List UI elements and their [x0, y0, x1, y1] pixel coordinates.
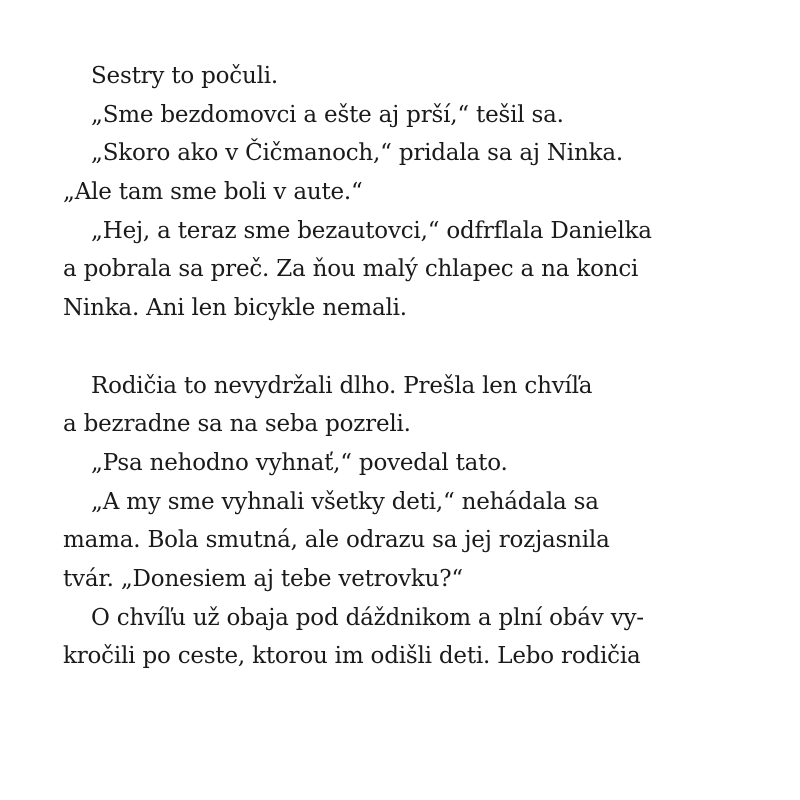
text-line: „Psa nehodno vyhnať,“ povedal tato. — [91, 449, 508, 476]
text-line: Ninka. Ani len bicykle nemali. — [63, 295, 407, 322]
text-line: mama. Bola smutná, ale odrazu sa jej rozjasnila — [63, 527, 610, 554]
text-line: O chvíľu už obaja pod dáždnikom a plní obáv vy- — [91, 604, 644, 631]
text-line: tvár. „Donesiem aj tebe vetrovku?“ — [63, 565, 463, 592]
text-line: a pobrala sa preč. Za ňou malý chlapec a na konci — [63, 256, 639, 283]
text-line: „Ale tam sme boli v aute.“ — [63, 179, 363, 206]
paragraph-gap — [63, 328, 743, 367]
text-line: kročili po ceste, ktorou im odišli deti. Lebo rodičia — [63, 643, 641, 670]
text-line: a bezradne sa na seba pozreli. — [63, 411, 411, 438]
text-line: „A my sme vyhnali všetky deti,“ nehádala sa — [91, 488, 599, 515]
text-line: „Hej, a teraz sme bezautovci,“ odfrflala Danielka — [91, 217, 652, 244]
text-line: Rodičia to nevydržali dlho. Prešla len chvíľa — [91, 372, 593, 399]
text-line: Sestry to počuli. — [91, 63, 279, 89]
text-line: „Sme bezdomovci a ešte aj prší,“ tešil sa. — [91, 101, 564, 128]
body-text — [63, 57, 743, 676]
text-line: „Skoro ako v Čičmanoch,“ pridala sa aj Ninka. — [91, 140, 623, 167]
